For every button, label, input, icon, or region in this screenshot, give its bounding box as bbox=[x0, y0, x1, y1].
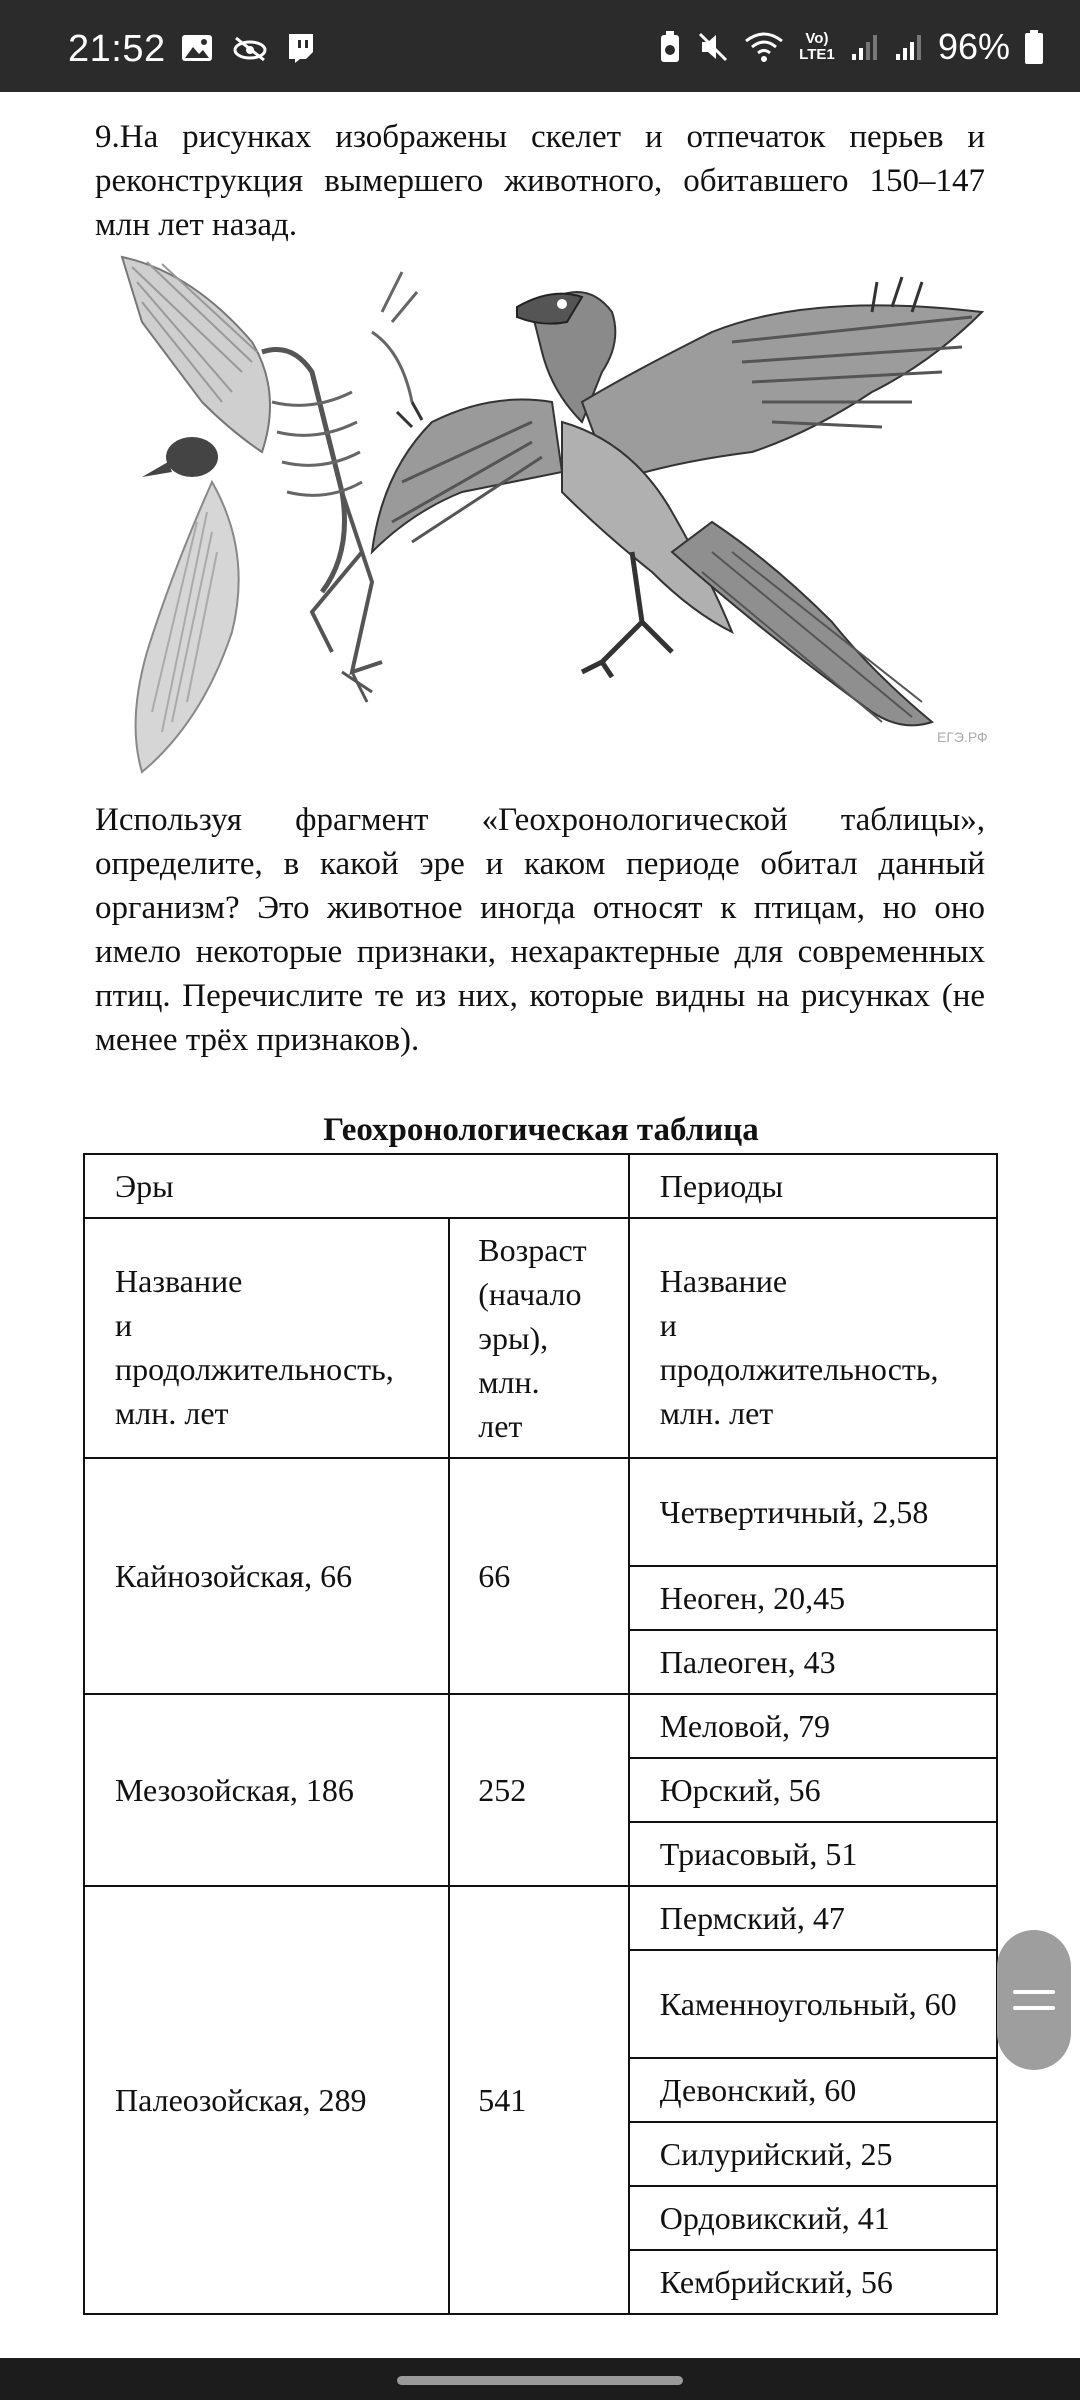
battery-icon bbox=[1024, 29, 1044, 65]
scroll-handle[interactable] bbox=[997, 1930, 1071, 2070]
subheader-era-name: Название и продолжительность, млн. лет bbox=[84, 1218, 449, 1458]
period-name: Кембрийский, 56 bbox=[629, 2250, 997, 2314]
network-type-label: Vo) LTE1 bbox=[799, 30, 835, 63]
battery-percent: 96% bbox=[937, 26, 1010, 67]
twitch-icon bbox=[286, 32, 316, 64]
gallery-icon bbox=[180, 33, 214, 63]
table-title: Геохронологическая таблица bbox=[323, 1112, 759, 1148]
subheader-era-age: Возраст (начало эры), млн. лет bbox=[449, 1218, 629, 1458]
figure-watermark: ЕГЭ.РФ bbox=[937, 729, 988, 745]
signal-icon bbox=[894, 32, 924, 62]
reconstruction bbox=[372, 277, 982, 725]
era-name: Кайнозойская, 66 bbox=[84, 1458, 449, 1694]
era-name: Палеозойская, 289 bbox=[84, 1886, 449, 2314]
period-name: Четвертичный, 2,58 bbox=[629, 1458, 997, 1566]
period-name: Триасовый, 51 bbox=[629, 1822, 997, 1886]
header-periods: Периоды bbox=[629, 1154, 997, 1218]
era-age: 252 bbox=[449, 1694, 629, 1886]
table-subheader-row bbox=[84, 1218, 997, 1458]
figure-illustration bbox=[112, 252, 992, 797]
fossil-imprint bbox=[122, 257, 417, 772]
battery-saver-icon bbox=[658, 30, 682, 64]
header-eras: Эры bbox=[84, 1154, 629, 1218]
table-header-row bbox=[84, 1154, 997, 1218]
status-bar bbox=[0, 0, 1080, 92]
vpn-eye-icon bbox=[230, 33, 270, 63]
home-gesture-pill[interactable] bbox=[397, 2376, 683, 2385]
table-row bbox=[84, 1886, 997, 1950]
table-row bbox=[84, 1458, 997, 1566]
period-name: Каменноугольный, 60 bbox=[629, 1950, 997, 2058]
status-time: 21:52 bbox=[68, 28, 166, 70]
question-body: Используя фрагмент «Геохронологической таблицы», определите, в какой эре и каком периоде обитал данный организм? Это животное иногда относят к птицам, но оно имело некоторые признаки, нехарактерные для современных птиц. Перечислите те из них, которые видны на рисунках (не менее трёх признаков). bbox=[95, 802, 985, 1058]
period-name: Меловой, 79 bbox=[629, 1694, 997, 1758]
period-name: Ордовикский, 41 bbox=[629, 2186, 997, 2250]
period-name: Пермский, 47 bbox=[629, 1886, 997, 1950]
period-name: Силурийский, 25 bbox=[629, 2122, 997, 2186]
navigation-bar bbox=[0, 2358, 1080, 2400]
period-name: Девонский, 60 bbox=[629, 2058, 997, 2122]
geochronological-table bbox=[83, 1153, 998, 2315]
signal-icon bbox=[850, 32, 880, 62]
table-row bbox=[84, 1694, 997, 1758]
notification-icons bbox=[180, 32, 316, 64]
period-name: Палеоген, 43 bbox=[629, 1630, 997, 1694]
era-name: Мезозойская, 186 bbox=[84, 1694, 449, 1886]
era-age: 66 bbox=[449, 1458, 629, 1694]
period-name: Неоген, 20,45 bbox=[629, 1566, 997, 1630]
wifi-icon bbox=[744, 31, 784, 63]
question-intro: 9.На рисунках изображены скелет и отпечаток перьев и реконструкция вымершего животного, обитавшего 150–147 млн лет назад. bbox=[95, 119, 985, 243]
system-icons bbox=[658, 26, 1044, 68]
subheader-period-name: Название и продолжительность, млн. лет bbox=[629, 1218, 997, 1458]
archaeopteryx-figure bbox=[112, 252, 992, 797]
mute-icon bbox=[696, 30, 730, 64]
era-age: 541 bbox=[449, 1886, 629, 2314]
period-name: Юрский, 56 bbox=[629, 1758, 997, 1822]
